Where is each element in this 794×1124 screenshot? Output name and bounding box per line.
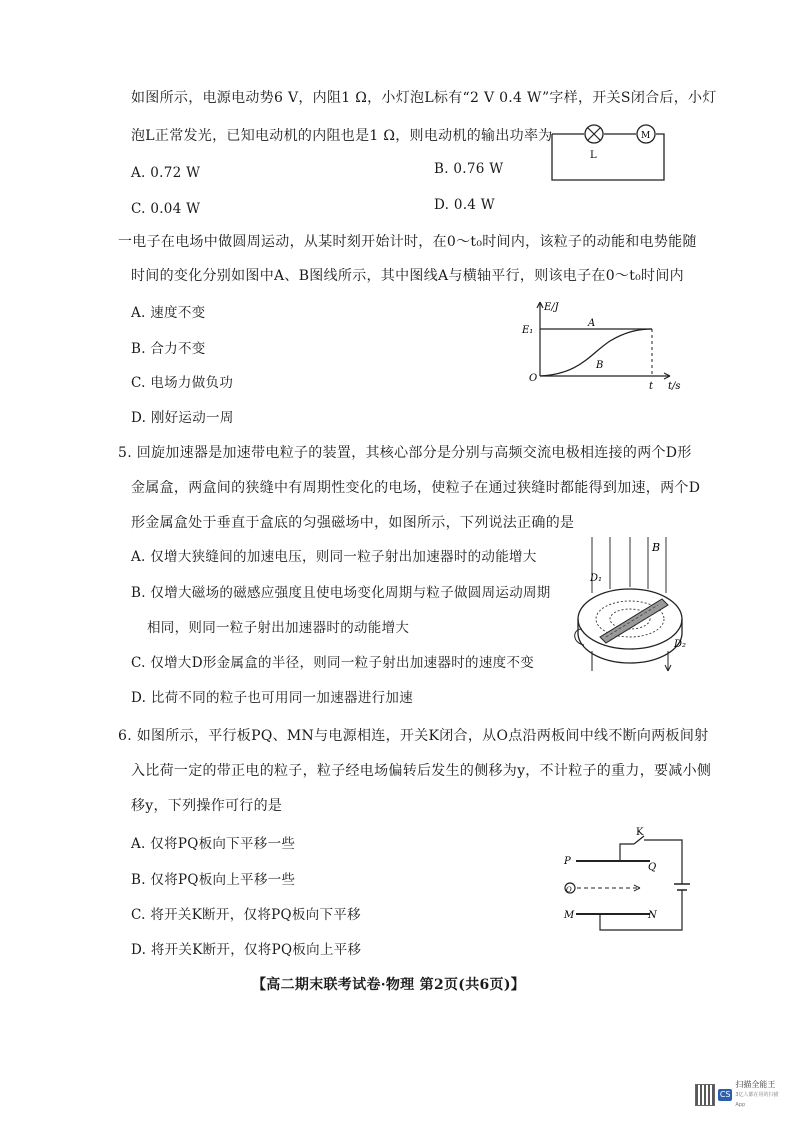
q5-option-b-line2: 相同，则同一粒子射出加速器时的动能增大: [147, 620, 410, 636]
graph-e1-label: E₁: [522, 325, 534, 336]
q5-d2-label: D₂: [674, 639, 687, 650]
q6-option-a: A. 仅将PQ板向下平移一些: [131, 836, 296, 852]
q4-option-c: C. 电场力做负功: [131, 375, 234, 391]
watermark-subtitle: 3亿人都在用的扫描App: [735, 1092, 779, 1108]
q4-stem-line2: 时间的变化分别如图中A、B图线所示，其中图线A与横轴平行，则该电子在0～t₀时间内: [131, 268, 684, 284]
q3-stem-line1: 如图所示，电源电动势6 V，内阻1 Ω，小灯泡L标有“2 V 0.4 W”字样，开关S闭合后，小灯: [131, 90, 717, 106]
graph-b-label: B: [596, 360, 604, 371]
graph-origin-label: O: [529, 373, 538, 384]
graph-xlabel: t/s: [668, 381, 681, 392]
q4-option-a: A. 速度不变: [131, 305, 206, 321]
q3-motor-label: M: [641, 131, 651, 141]
camscanner-badge: CS: [719, 1090, 731, 1099]
q6-stem-line2: 入比荷一定的带正电的粒子，粒子经电场偏转后发生的侧移为y，不计粒子的重力，要减小侧: [131, 763, 712, 779]
q3-option-c: C. 0.04 W: [131, 201, 201, 217]
q6-stem-line3: 移y，下列操作可行的是: [131, 798, 283, 814]
graph-t-label: t: [649, 381, 654, 392]
q3-option-b: B. 0.76 W: [434, 161, 504, 177]
q6-k-label: K: [636, 827, 644, 838]
watermark-brand: 扫描全能王: [735, 1080, 776, 1089]
q6-parallel-plate-circuit: [560, 826, 690, 936]
q6-p-label: P: [564, 856, 571, 867]
q6-option-c: C. 将开关K断开，仅将PQ板向下平移: [131, 907, 361, 923]
q5-option-a: A. 仅增大狭缝间的加速电压，则同一粒子射出加速器时的动能增大: [131, 549, 537, 565]
graph-ylabel: E/J: [544, 302, 559, 313]
q6-o-label: O: [566, 886, 572, 894]
q6-stem-line1: 6. 如图所示，平行板PQ、MN与电源相连，开关K闭合，从O点沿两板间中线不断向两板间射: [118, 728, 709, 744]
battery-icon: [674, 884, 690, 890]
q3-lamp-label: L: [590, 150, 597, 161]
qr-code-icon: [695, 1084, 715, 1106]
q5-option-d: D. 比荷不同的粒子也可用同一加速器进行加速: [131, 690, 414, 706]
q5-stem-line2: 金属盒，两盒间的狭缝中有周期性变化的电场，使粒子在通过狭缝时都能得到加速，两个D: [131, 480, 701, 496]
q4-option-d: D. 刚好运动一周: [131, 410, 234, 426]
q3-option-d: D. 0.4 W: [434, 197, 495, 213]
graph-a-label: A: [588, 318, 596, 329]
q4-stem-line1: 一电子在电场中做圆周运动，从某时刻开始计时，在0～t₀时间内，该粒子的动能和电势能随: [118, 234, 697, 250]
q6-option-d: D. 将开关K断开，仅将PQ板向上平移: [131, 942, 362, 958]
q6-q-label: Q: [648, 862, 657, 873]
page-footer: 【高二期末联考试卷·物理 第2页(共6页)】: [252, 977, 526, 993]
q3-stem-line2: 泡L正常发光，已知电动机的内阻也是1 Ω，则电动机的输出功率为: [131, 128, 553, 144]
q5-option-c: C. 仅增大D形金属盒的半径，则同一粒子射出加速器时的速度不变: [131, 655, 535, 671]
q5-option-b-line1: B. 仅增大磁场的磁感应强度且使电场变化周期与粒子做圆周运动周期: [131, 585, 551, 601]
q3-circuit-diagram: [548, 120, 668, 186]
q3-option-a: A. 0.72 W: [131, 165, 201, 181]
q4-energy-graph: [520, 296, 690, 392]
q4-option-b: B. 合力不变: [131, 341, 206, 357]
q6-n-label: N: [648, 910, 657, 921]
q5-stem-line1: 5. 回旋加速器是加速带电粒子的装置，其核心部分是分别与高频交流电极相连接的两个D形: [118, 445, 692, 461]
q5-stem-line3: 形金属盒处于垂直于盒底的匀强磁场中，如图所示，下列说法正确的是: [131, 515, 575, 531]
scanner-watermark: [695, 1082, 783, 1108]
q5-field-b-label: B: [652, 541, 661, 554]
q6-m-label: M: [564, 910, 575, 921]
q5-cyclotron-diagram: [570, 533, 690, 675]
q5-d1-label: D₁: [590, 573, 603, 584]
q6-option-b: B. 仅将PQ板向上平移一些: [131, 872, 296, 888]
